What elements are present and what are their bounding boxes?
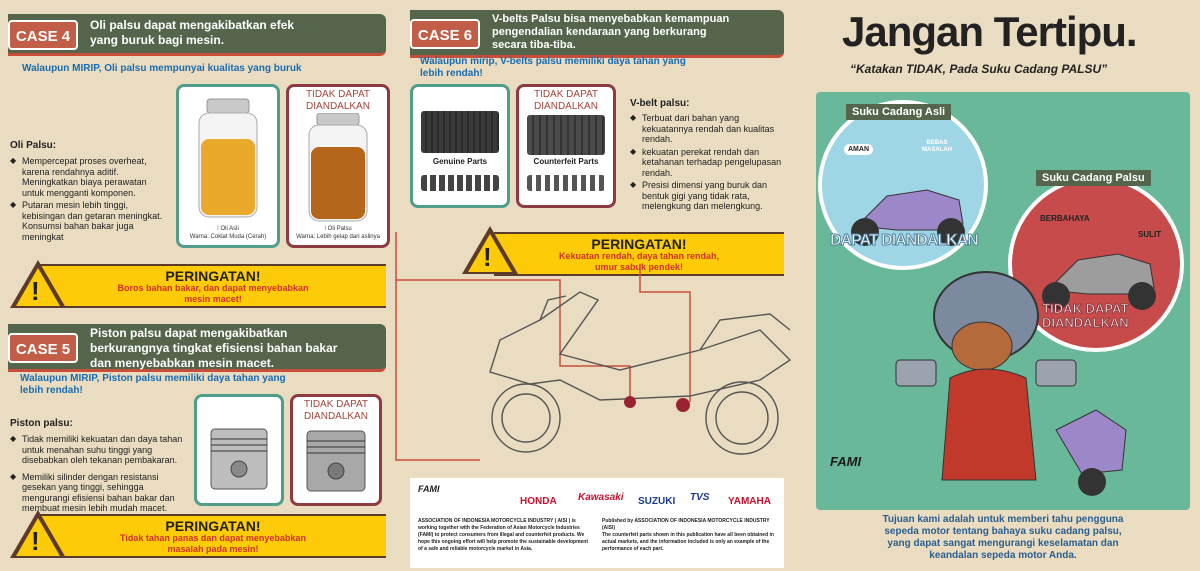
case5-bullet: ◆ Memiliki silinder dengan resistansi gesekan yang tinggi, sehingga mengurangi efisiensi bahan bakar dan membuat mesin lebih mudah macet.: [10, 472, 188, 514]
sulit-badge: SULIT: [1138, 230, 1162, 239]
case5-note: Walaupun MIRIP, Piston palsu memiliki daya tahan yang lebih rendah!: [20, 373, 286, 396]
sponsor-footer: [410, 478, 784, 568]
case6-bad-label: TIDAK DAPAT DIANDALKAN: [533, 89, 599, 112]
case5-title: Piston palsu dapat mengakibatkan berkurangnya tingkat efisiensi bahan bakar dan menyebabkan mesin macet.: [90, 326, 338, 370]
case6-bullet: ◆ kekuatan perekat rendah dan ketahanan terhadap pengelupasan rendah.: [630, 147, 790, 179]
vbelt-genuine-image: [421, 111, 499, 153]
case4-tag: CASE 4: [8, 20, 78, 50]
oil-jar-fake-image: [289, 113, 387, 223]
case6-warning: [494, 232, 784, 276]
case6-tag: CASE 6: [410, 19, 480, 49]
case6-fake-frame: [516, 84, 616, 208]
case6-title: V-belts Palsu bisa menyebabkan kemampuan pengendalian kendaraan yang berkurang secara tiba-tiba.: [492, 13, 730, 51]
connector-dot: [624, 396, 636, 408]
footer-left-text: ASSOCIATION OF INDONESIA MOTORCYCLE INDUSTRY ( AISI ) is working together with the Federation of Asian Motorcycle Industries (FAMI) to protect consumers from illegal and counterfeit products. We hope this ongoing effort will help promote the sustainable development of a safe and reliable motorcycle market in Asia.: [418, 518, 589, 552]
case6-warning-text: Kekuatan rendah, daya tahan rendah, umur sabuk pendek!: [558, 251, 720, 272]
case6-bullet: ◆ Presisi dimensi yang buruk dan bentuk gigi yang tidak rata, melengkung dan melengkung.: [630, 180, 790, 212]
case6-genuine-label: Genuine Parts: [432, 157, 488, 166]
fami-logo: FAMI: [418, 484, 440, 494]
connector-dot: [676, 398, 690, 412]
footer-right-text-1: Published by ASSOCIATION OF INDONESIA MOTORCYCLE INDUSTRY (AISI): [602, 518, 770, 531]
dapat-diandalkan-text: DAPAT DIANDALKAN: [830, 232, 978, 249]
vbelt-fake-image: [527, 115, 605, 155]
case4-bad-label: TIDAK DAPAT DIANDALKAN: [305, 89, 371, 112]
vbelt-genuine-profile: [421, 175, 499, 191]
tidak-diandalkan-text: TIDAK DAPAT DIANDALKAN: [1042, 301, 1129, 330]
case5-genuine-frame: [194, 394, 284, 506]
yamaha-logo: YAMAHA: [728, 496, 771, 507]
case6-header: [410, 10, 784, 58]
oil-jar-genuine-image: [179, 91, 277, 221]
berbahaya-badge: BERBAHAYA: [1040, 214, 1090, 223]
case4-title: Oli palsu dapat mengakibatkan efek yang buruk bagi mesin.: [90, 18, 295, 47]
case4-cap-bad-1: Oli Palsu: [327, 226, 352, 232]
case4-side-info: [10, 140, 170, 244]
tvs-logo: TVS: [690, 492, 710, 503]
footer-right-text-2: The counterfeit parts shown in this publication have all been obtained in actual markets, and the information included is only an example of the performance of each part.: [602, 532, 774, 552]
aman-badge: AMAN: [844, 144, 873, 155]
bebas-badge: BEBAS MASALAH: [922, 140, 952, 153]
honda-logo: HONDA: [520, 496, 557, 507]
case4-genuine-frame: I Oli Asli Warna: Coklat Muda (Cerah): [176, 84, 280, 248]
main-subtitle: “Katakan TIDAK, Pada Suku Cadang PALSU”: [850, 62, 1108, 76]
case5-bad-label: TIDAK DAPAT DIANDALKAN: [303, 399, 369, 422]
case5-fake-frame: [290, 394, 382, 506]
closing-text: Tujuan kami adalah untuk memberi tahu pengguna sepeda motor tentang bahaya suku cadang palsu, yang dapat sangat mengurangi keselamatan dan keandalan sepeda motor Anda.: [882, 514, 1124, 561]
case4-cap-good-1: Oli Asli: [220, 226, 239, 232]
case6-bullet: ◆ Terbuat dari bahan yang kekuatannya rendah dan kualitas rendah.: [630, 113, 790, 145]
case5-side-title: Piston palsu:: [10, 418, 73, 429]
main-title: Jangan Tertipu.: [842, 8, 1137, 55]
case6-side-info: [630, 98, 790, 214]
case6-warning-head: PERINGATAN!: [591, 236, 687, 252]
vbelt-fake-profile: [527, 175, 605, 191]
case5-warning: [40, 514, 386, 558]
case4-fake-frame: TIDAK DAPAT DIANDALKAN I Oli Palsu Warna: Lebih gelap dari aslinya: [286, 84, 390, 248]
genuine-label: Suku Cadang Asli: [846, 104, 951, 120]
case5-header: [8, 324, 386, 372]
case4-cap-bad-2: Warna: Lebih gelap dari aslinya: [296, 234, 380, 240]
case4-bullet: ◆ Putaran mesin lebih tinggi, kebisingan dan getaran meningkat. Konsumsi bahan bakar juga meningkat: [10, 200, 170, 242]
case5-bullet: ◆ Tidak memiliki kekuatan dan daya tahan untuk menahan suhu tinggi yang disebabkan oleh tekanan pembakaran.: [10, 434, 188, 466]
suzuki-logo: SUZUKI: [638, 496, 676, 507]
case4-warning: [40, 264, 386, 308]
case6-genuine-frame: [410, 84, 510, 208]
fami-badge: FAMI: [830, 454, 862, 469]
case4-side-title: Oli Palsu:: [10, 140, 57, 151]
illustration-panel: [816, 92, 1190, 510]
case4-cap-good-2: Warna: Coklat Muda (Cerah): [189, 234, 267, 240]
case6-side-title: V-belt palsu:: [630, 98, 690, 109]
case5-warning-text: Tidak tahan panas dan dapat menyebabkan masalah pada mesin!: [120, 533, 306, 554]
case4-note: Walaupun MIRIP, Oli palsu mempunyai kualitas yang buruk: [22, 63, 302, 74]
piston-genuine-image: [197, 421, 281, 501]
case4-bullet: ◆ Mempercepat proses overheat, karena rendahnya aditif. Meningkatkan biaya perawatan untuk mengganti komponen.: [10, 156, 170, 198]
rider-character-image: [886, 260, 1136, 500]
counterfeit-label: Suku Cadang Palsu: [1036, 170, 1151, 186]
case5-side-info: [10, 418, 188, 516]
case4-warning-text: Boros bahan bakar, dan dapat menyebabkan mesin macet!: [117, 283, 309, 304]
case5-tag: CASE 5: [8, 333, 78, 363]
case4-header: [8, 14, 386, 56]
case6-note: Walaupun mirip, V-belts palsu memiliki daya tahan yang lebih rendah!: [420, 56, 686, 79]
case4-warning-head: PERINGATAN!: [165, 268, 261, 284]
kawasaki-logo: Kawasaki: [578, 492, 624, 503]
case5-warning-head: PERINGATAN!: [165, 518, 261, 534]
case6-counterfeit-label: Counterfeit Parts: [533, 157, 599, 166]
piston-fake-image: [293, 423, 379, 503]
